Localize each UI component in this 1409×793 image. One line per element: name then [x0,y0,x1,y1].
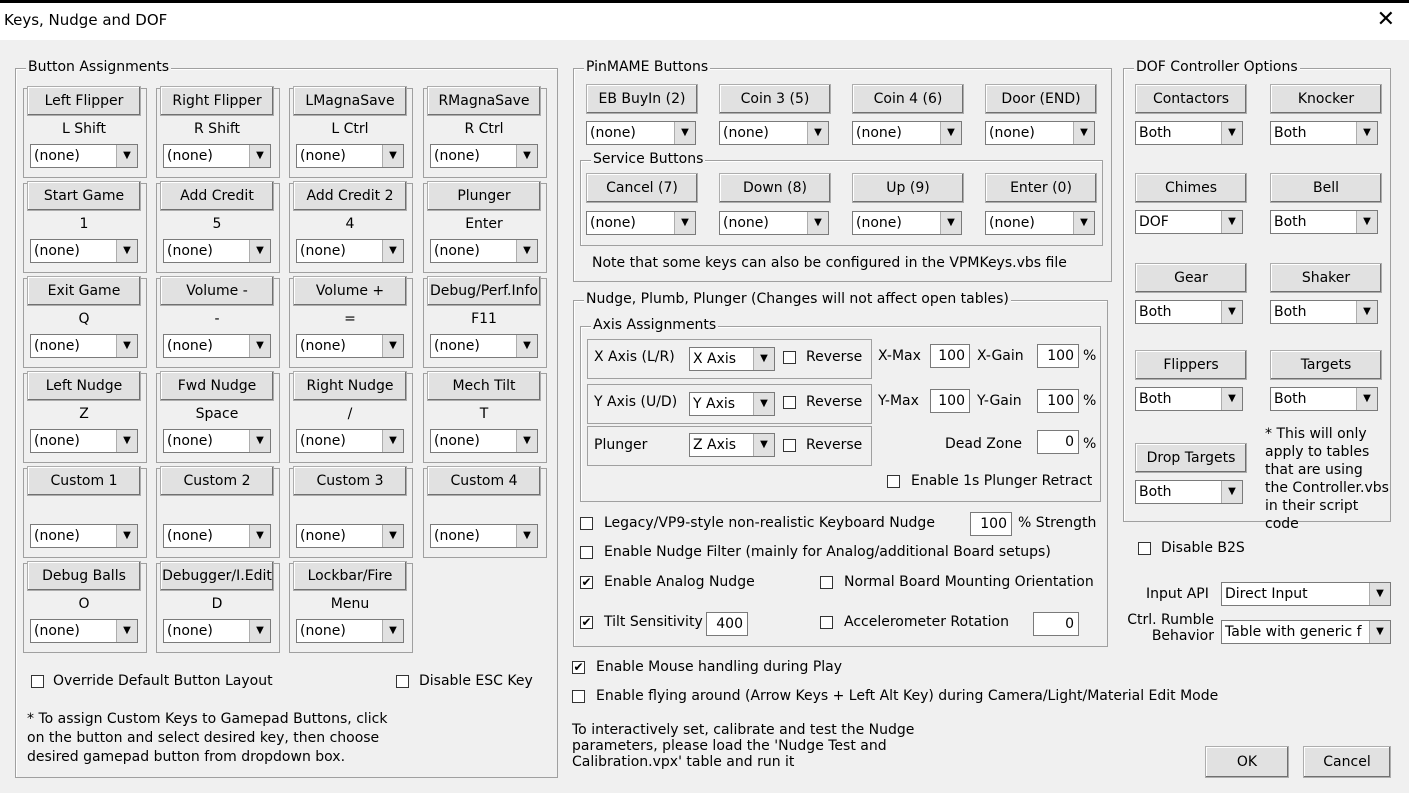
accel-rotation-input[interactable]: 0 [1033,612,1079,636]
dof-legend: DOF Controller Options [1136,59,1298,75]
select-value: (none) [34,433,80,449]
pinmame-legend: PinMAME Buttons [586,59,709,75]
assignment-button[interactable]: Add Credit [160,181,274,211]
chevron-down-icon: ▼ [1221,211,1242,233]
plunger-label: Plunger [594,437,648,453]
select-value: X Axis [693,351,737,367]
dead-zone-input[interactable]: 0 [1037,430,1079,454]
select-value: (none) [434,528,480,544]
select-value: (none) [590,215,636,231]
pinmame-select[interactable] [586,121,696,145]
rumble-label: Ctrl. Rumble Behavior [1127,612,1214,644]
chevron-down-icon: ▼ [807,122,828,144]
pinmame-button[interactable]: Door (END) [985,84,1097,114]
analog-nudge-label: Enable Analog Nudge [604,574,755,590]
select-value: (none) [723,215,769,231]
service-button[interactable]: Cancel (7) [586,173,698,203]
chevron-down-icon: ▼ [382,430,403,452]
select-value: Both [1274,214,1307,230]
chevron-down-icon: ▼ [1073,212,1094,234]
select-value: (none) [856,125,902,141]
select-value: (none) [34,528,80,544]
assignment-key-label: 1 [79,216,89,232]
axis-gain-label: Y-Gain [977,393,1022,409]
assignment-button[interactable]: Custom 4 [427,466,541,496]
assignment-key-label: Z [79,406,89,422]
chevron-down-icon: ▼ [382,620,403,642]
select-value: (none) [300,433,346,449]
pinmame-button[interactable]: Coin 4 (6) [852,84,964,114]
assignment-key-label: O [78,596,90,612]
dof-button[interactable]: Flippers [1135,350,1247,380]
select-value: (none) [167,338,213,354]
dof-select[interactable] [1270,387,1378,411]
select-value: (none) [167,528,213,544]
assignment-key-label: Enter [465,216,503,232]
select-value: Both [1139,484,1172,500]
assignment-button[interactable]: Debugger/I.Edit [160,561,274,591]
assignment-select[interactable] [30,429,138,453]
dof-button[interactable]: Contactors [1135,84,1247,114]
chevron-down-icon: ▼ [807,212,828,234]
axis-gain-input[interactable]: 100 [1037,389,1079,413]
close-icon[interactable]: ✕ [1376,7,1395,32]
axis-label: X Axis (L/R) [594,349,675,365]
chevron-down-icon: ▼ [1369,583,1390,605]
assignment-button[interactable]: Left Flipper [27,86,141,116]
axis-gain-input[interactable]: 100 [1037,344,1079,368]
select-value: (none) [723,125,769,141]
chevron-down-icon: ▼ [382,145,403,167]
pinmame-button[interactable]: Coin 3 (5) [719,84,831,114]
assignment-select[interactable] [30,239,138,263]
assignment-select[interactable] [296,334,404,358]
assignment-button[interactable]: Right Nudge [293,371,407,401]
button-assignments-legend: Button Assignments [28,59,170,75]
select-value: DOF [1139,214,1169,230]
chevron-down-icon: ▼ [516,240,537,262]
service-select[interactable] [985,211,1095,235]
plunger-axis-select[interactable]: Z Axis ▼ [689,433,775,457]
chevron-down-icon: ▼ [1221,388,1242,410]
assignment-button[interactable]: RMagnaSave [427,86,541,116]
assignment-select[interactable] [163,239,271,263]
select-value: Both [1274,125,1307,141]
chevron-down-icon: ▼ [753,348,774,370]
assignment-button[interactable]: Custom 3 [293,466,407,496]
axis-label: Y Axis (U/D) [594,394,678,410]
assignment-button[interactable]: Fwd Nudge [160,371,274,401]
select-value: (none) [434,243,480,259]
chevron-down-icon: ▼ [382,335,403,357]
chevron-down-icon: ▼ [516,145,537,167]
select-value: Both [1274,391,1307,407]
select-value: (none) [34,243,80,259]
override-layout-label: Override Default Button Layout [53,673,273,689]
assignment-button[interactable]: Add Credit 2 [293,181,407,211]
chevron-down-icon: ▼ [116,525,137,547]
assignment-select[interactable] [163,334,271,358]
dof-select[interactable] [1135,210,1243,234]
select-value: (none) [989,215,1035,231]
chevron-down-icon: ▼ [116,335,137,357]
select-value: (none) [300,148,346,164]
select-value: Both [1139,304,1172,320]
chevron-down-icon: ▼ [382,525,403,547]
select-value: (none) [34,623,80,639]
assignment-button[interactable]: LMagnaSave [293,86,407,116]
chevron-down-icon: ▼ [249,525,270,547]
assignment-key-label: Space [195,406,239,422]
assignment-button[interactable]: Left Nudge [27,371,141,401]
assignment-key-label: R Ctrl [464,121,504,137]
assignment-key-label: = [344,311,356,327]
service-buttons-legend: Service Buttons [593,151,704,167]
dof-button[interactable]: Gear [1135,263,1247,293]
chevron-down-icon: ▼ [753,434,774,456]
axis-select[interactable] [689,347,775,371]
dof-button[interactable]: Chimes [1135,173,1247,203]
cancel-button[interactable]: Cancel [1303,746,1391,778]
accel-rotation-label: Accelerometer Rotation [844,614,1009,630]
select-value: (none) [167,243,213,259]
nudge-filter-checkbox[interactable] [580,546,593,559]
assignment-select[interactable] [163,524,271,548]
chevron-down-icon: ▼ [249,620,270,642]
tilt-sensitivity-label: Tilt Sensitivity [604,614,703,630]
input-api-label: Input API [1146,586,1209,602]
select-value: (none) [167,148,213,164]
assignment-select[interactable] [163,429,271,453]
plunger-reverse-checkbox[interactable] [783,439,796,452]
pinmame-select[interactable] [852,121,962,145]
assignment-key-label: Menu [330,596,370,612]
select-value: (none) [856,215,902,231]
chevron-down-icon: ▼ [1221,301,1242,323]
disable-b2s-label: Disable B2S [1161,540,1245,556]
select-value: Both [1139,125,1172,141]
flying-checkbox[interactable] [572,690,585,703]
chevron-down-icon: ▼ [116,620,137,642]
chevron-down-icon: ▼ [249,430,270,452]
chevron-down-icon: ▼ [1356,388,1377,410]
window-title: Keys, Nudge and DOF [4,11,168,29]
analog-nudge-checkbox[interactable]: ✔ [581,575,592,589]
assignment-select[interactable] [296,239,404,263]
assignment-select[interactable] [296,619,404,643]
override-layout-checkbox[interactable] [31,675,44,688]
assignment-select[interactable] [163,619,271,643]
assignment-key-label: F11 [471,311,497,327]
select-value: (none) [434,148,480,164]
nudge-filter-label: Enable Nudge Filter (mainly for Analog/additional Board setups) [604,544,1051,560]
input-api-select[interactable]: Direct Input ▼ [1221,582,1391,606]
chevron-down-icon: ▼ [1356,301,1377,323]
chevron-down-icon: ▼ [116,240,137,262]
dof-select[interactable] [1270,210,1378,234]
chevron-down-icon: ▼ [116,145,137,167]
select-value: (none) [167,623,213,639]
axis-reverse-checkbox[interactable] [783,396,796,409]
dof-button[interactable]: Shaker [1270,263,1382,293]
dof-button[interactable]: Targets [1270,350,1382,380]
assignment-button[interactable]: Custom 2 [160,466,274,496]
dof-note: * This will only apply to tables that are using the Controller.vbs in their script code [1265,426,1389,532]
axis-gain-pct: % [1083,393,1097,409]
dead-zone-label: Dead Zone [945,436,1022,452]
assignment-key-label: L Shift [61,121,107,137]
custom-keys-note: * To assign Custom Keys to Gamepad Buttons, click on the button and select desired key, then choose desired gamepad button from dropdown box. [27,711,388,765]
select-value: (none) [300,338,346,354]
service-select[interactable] [719,211,829,235]
chevron-down-icon: ▼ [940,122,961,144]
axis-max-label: Y-Max [878,393,919,409]
assignment-button[interactable]: Start Game [27,181,141,211]
chevron-down-icon: ▼ [249,240,270,262]
assignment-select[interactable] [30,144,138,168]
axis-gain-pct: % [1083,348,1097,364]
assignment-select[interactable] [430,144,538,168]
assignment-button[interactable]: Volume + [293,276,407,306]
assignment-select[interactable] [430,334,538,358]
service-button[interactable]: Up (9) [852,173,964,203]
axis-reverse-label: Reverse [806,349,863,365]
dof-select[interactable] [1270,121,1378,145]
assignment-button[interactable]: Plunger [427,181,541,211]
select-value: Both [1139,391,1172,407]
assignment-button[interactable]: Mech Tilt [427,371,541,401]
dof-button[interactable]: Knocker [1270,84,1382,114]
axis-max-label: X-Max [878,348,921,364]
chevron-down-icon: ▼ [674,212,695,234]
chevron-down-icon: ▼ [1221,481,1242,503]
assignment-select[interactable] [430,524,538,548]
assignment-select[interactable] [163,144,271,168]
chevron-down-icon: ▼ [1073,122,1094,144]
assignment-button[interactable]: Debug Balls [27,561,141,591]
assignment-key-label: L Ctrl [331,121,369,137]
assignment-button[interactable]: Volume - [160,276,274,306]
mouse-handling-label: Enable Mouse handling during Play [596,659,843,675]
chevron-down-icon: ▼ [940,212,961,234]
select-value: (none) [34,148,80,164]
chevron-down-icon: ▼ [516,525,537,547]
assignment-key-label: T [479,406,489,422]
title-bar [0,0,1409,40]
strength-input[interactable]: 100 [970,512,1012,536]
tilt-sensitivity-checkbox[interactable]: ✔ [581,615,592,629]
tilt-sensitivity-input[interactable]: 400 [706,612,748,636]
assignment-select[interactable] [296,429,404,453]
plunger-retract-label: Enable 1s Plunger Retract [911,473,1093,489]
assignment-button[interactable]: Debug/Perf.Info [427,276,541,306]
dof-select[interactable] [1270,300,1378,324]
chevron-down-icon: ▼ [1356,122,1377,144]
assignment-button[interactable]: Exit Game [27,276,141,306]
chevron-down-icon: ▼ [249,335,270,357]
select-value: Y Axis [693,396,736,412]
select-value: (none) [434,338,480,354]
select-value: Both [1274,304,1307,320]
plunger-retract-checkbox[interactable] [887,475,900,488]
ok-button[interactable]: OK [1205,746,1289,778]
assignment-select[interactable] [430,429,538,453]
axis-reverse-label: Reverse [806,394,863,410]
select-value: (none) [300,623,346,639]
chevron-down-icon: ▼ [516,335,537,357]
assignment-button[interactable]: Right Flipper [160,86,274,116]
dof-select[interactable] [1135,387,1243,411]
dof-button[interactable]: Bell [1270,173,1382,203]
chevron-down-icon: ▼ [1356,211,1377,233]
axis-max-input[interactable]: 100 [930,344,970,368]
pinmame-select[interactable] [719,121,829,145]
service-button[interactable]: Down (8) [719,173,831,203]
dof-button[interactable]: Drop Targets [1135,443,1247,473]
normal-board-label: Normal Board Mounting Orientation [844,574,1094,590]
select-value: (none) [300,528,346,544]
mouse-handling-checkbox[interactable]: ✔ [573,660,584,674]
assignment-key-label: 4 [345,216,355,232]
chevron-down-icon: ▼ [249,145,270,167]
assignment-key-label: R Shift [194,121,240,137]
nudge-legend: Nudge, Plumb, Plunger (Changes will not affect open tables) [586,291,1009,307]
service-select[interactable] [586,211,696,235]
select-value: (none) [167,433,213,449]
nudge-test-note: To interactively set, calibrate and test the Nudge parameters, please load the 'Nudge Test and Calibration.vpx' table and run it [572,722,915,770]
legacy-nudge-checkbox[interactable] [580,517,593,530]
disable-b2s-checkbox[interactable] [1138,542,1151,555]
chevron-down-icon: ▼ [674,122,695,144]
chevron-down-icon: ▼ [116,430,137,452]
assignment-button[interactable]: Lockbar/Fire [293,561,407,591]
strength-label: % Strength [1018,515,1097,531]
plunger-reverse-label: Reverse [806,437,863,453]
flying-label: Enable flying around (Arrow Keys + Left Alt Key) during Camera/Light/Material Edit Mode [596,688,1219,704]
dead-zone-pct: % [1083,436,1097,452]
legacy-nudge-label: Legacy/VP9-style non-realistic Keyboard Nudge [604,515,935,531]
assignment-select[interactable] [296,524,404,548]
assignment-select[interactable] [30,619,138,643]
chevron-down-icon: ▼ [1369,621,1390,643]
assignment-select[interactable] [296,144,404,168]
disable-esc-label: Disable ESC Key [419,673,533,689]
chevron-down-icon: ▼ [1221,122,1242,144]
assignment-select[interactable] [30,524,138,548]
pinmame-button[interactable]: EB BuyIn (2) [586,84,698,114]
assignment-select[interactable] [430,239,538,263]
select-value: (none) [590,125,636,141]
dof-select[interactable] [1135,121,1243,145]
axis-reverse-checkbox[interactable] [783,351,796,364]
select-value: (none) [300,243,346,259]
service-button[interactable]: Enter (0) [985,173,1097,203]
rumble-select[interactable]: Table with generic f ▼ [1221,620,1391,644]
axis-max-input[interactable]: 100 [930,389,970,413]
dof-select[interactable] [1135,480,1243,504]
vpmkeys-note: Note that some keys can also be configured in the VPMKeys.vbs file [592,255,1067,271]
assignment-key-label: D [211,596,223,612]
chevron-down-icon: ▼ [516,430,537,452]
pinmame-select[interactable] [985,121,1095,145]
dof-select[interactable] [1135,300,1243,324]
normal-board-checkbox[interactable] [820,576,833,589]
accel-rotation-checkbox[interactable] [820,616,833,629]
axis-gain-label: X-Gain [977,348,1024,364]
chevron-down-icon: ▼ [753,393,774,415]
assignment-button[interactable]: Custom 1 [27,466,141,496]
select-value: (none) [34,338,80,354]
select-value: (none) [434,433,480,449]
service-select[interactable] [852,211,962,235]
assignment-select[interactable] [30,334,138,358]
axis-select[interactable] [689,392,775,416]
axis-assignments-legend: Axis Assignments [593,317,717,333]
chevron-down-icon: ▼ [382,240,403,262]
assignment-key-label: / [347,406,353,422]
assignment-key-label: - [214,311,220,327]
assignment-key-label: 5 [212,216,222,232]
select-value: (none) [989,125,1035,141]
disable-esc-checkbox[interactable] [396,675,409,688]
assignment-key-label: Q [78,311,90,327]
